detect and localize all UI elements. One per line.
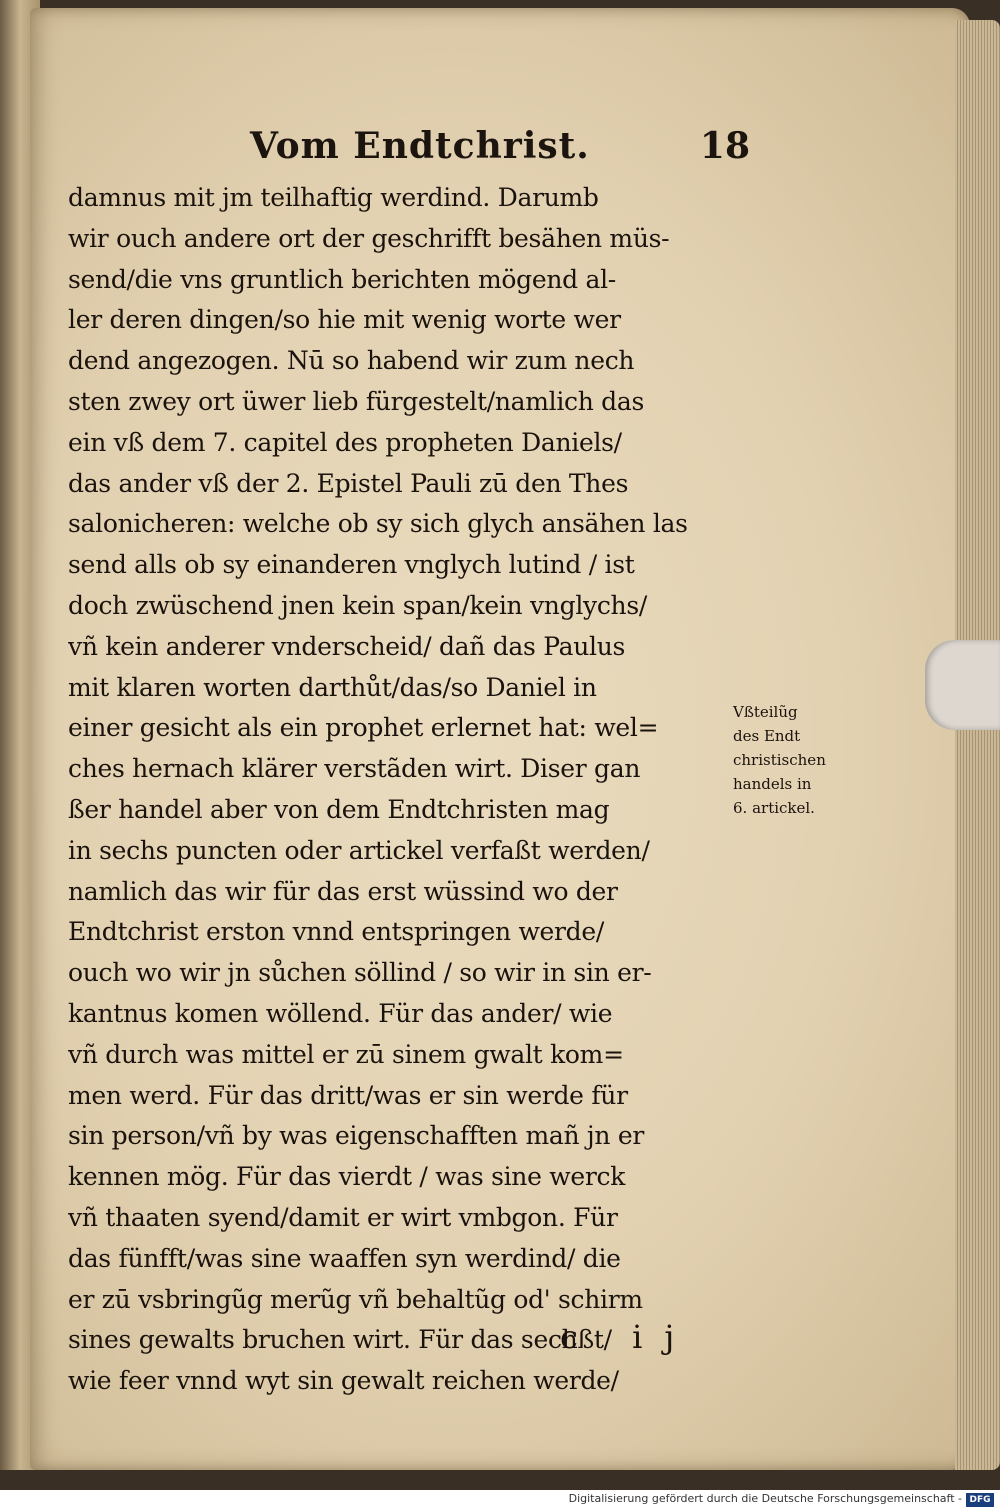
text-line: damnus mit jm teilhaftig werdind. Darumb xyxy=(68,183,599,212)
text-line: men werd. Für das dritt/was er sin werde für xyxy=(68,1080,628,1110)
text-line: namlich das wir für das erst wüssind wo der xyxy=(68,876,618,906)
page-number: 18 xyxy=(699,125,750,167)
text-line: vñ thaaten syend/damit er wirt vmbgon. Für xyxy=(68,1202,618,1232)
text-line: salonicheren: welche ob sy sich glych ansähen las xyxy=(68,509,688,539)
text-line: ein vß dem 7. capitel des propheten Daniels/ xyxy=(68,427,622,457)
text-line: send alls ob sy einanderen vnglych lutind / ist xyxy=(68,550,635,580)
marginal-note-line: handels in xyxy=(733,775,812,793)
bookmark-clip xyxy=(925,640,1000,730)
running-title: Vom Endtchrist. xyxy=(250,125,590,167)
text-line: wir ouch andere ort der geschrifft besähen müs- xyxy=(68,223,670,253)
text-line: Endtchrist erston vnnd entspringen werde/ xyxy=(68,917,605,947)
page-header xyxy=(250,125,750,177)
marginal-note xyxy=(733,700,853,820)
text-line: mit klaren worten darthůt/das/so Daniel in xyxy=(68,672,597,702)
text-line: kantnus komen wöllend. Für das ander/ wie xyxy=(68,998,613,1028)
text-line: ches hernach klärer verstãden wirt. Diser gan xyxy=(68,754,641,784)
text-line: das fünfft/was sine waaffen syn werdind/ die xyxy=(68,1243,621,1273)
page-edges xyxy=(955,20,1000,1470)
text-line: sines gewalts bruchen wirt. Für das sechßt/ xyxy=(68,1325,612,1355)
text-line: in sechs puncten oder artickel verfaßt werden/ xyxy=(68,835,650,865)
footer-credit: Digitalisierung gefördert durch die Deutsche Forschungsgemeinschaft - xyxy=(568,1492,962,1505)
footer-bar xyxy=(0,1490,1000,1511)
text-line: ouch wo wir jn sůchen söllind / so wir in sin er- xyxy=(68,958,652,988)
text-line: ßer handel aber von dem Endtchristen mag xyxy=(68,794,610,824)
marginal-note-line: 6. artickel. xyxy=(733,799,815,817)
text-line: einer gesicht als ein prophet erlernet hat: wel= xyxy=(68,713,659,743)
signature-mark: c ij xyxy=(560,1318,697,1356)
marginal-note-line: des Endt xyxy=(733,727,801,745)
text-line: ler deren dingen/so hie mit wenig worte wer xyxy=(68,305,621,335)
text-line: sin person/vñ by was eigenschafften mañ jn er xyxy=(68,1121,644,1151)
text-line: vñ kein anderer vnderscheid/ dañ das Paulus xyxy=(68,631,626,661)
body-text xyxy=(68,178,738,1402)
dfg-logo-icon: DFG xyxy=(966,1493,994,1507)
text-line: send/die vns gruntlich berichten mögend al- xyxy=(68,264,616,294)
marginal-note-line: christischen xyxy=(733,751,826,769)
text-line: er zū vsbringũg merũg vñ behaltũg od' schirm xyxy=(68,1284,643,1314)
text-line: doch zwüschend jnen kein span/kein vnglychs/ xyxy=(68,590,647,620)
marginal-note-line: Vßteilũg xyxy=(733,703,798,721)
text-line: das ander vß der 2. Epistel Pauli zū den Thes xyxy=(68,468,629,498)
text-line: wie feer vnnd wyt sin gewalt reichen werde/ xyxy=(68,1366,619,1396)
text-line: sten zwey ort üwer lieb fürgestelt/namlich das xyxy=(68,386,645,416)
text-line: vñ durch was mittel er zū sinem gwalt kom= xyxy=(68,1039,624,1069)
text-line: dend angezogen. Nū so habend wir zum nech xyxy=(68,346,635,376)
text-line: kennen mög. Für das vierdt / was sine werck xyxy=(68,1162,626,1192)
